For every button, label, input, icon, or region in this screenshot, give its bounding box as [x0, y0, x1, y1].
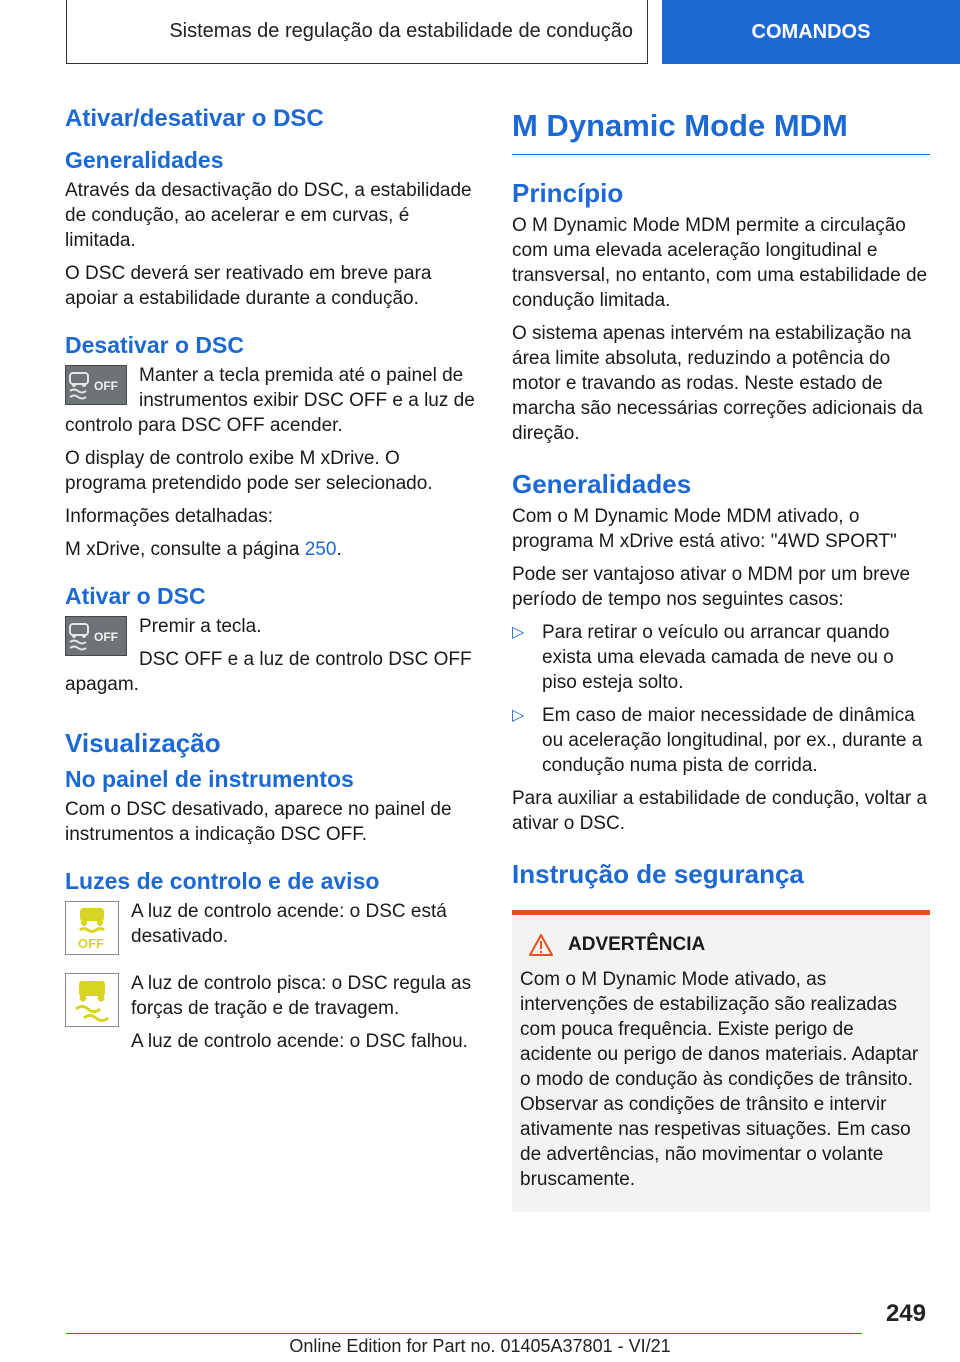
page-reference-link[interactable]: 250 — [304, 539, 337, 560]
dsc-active-lamp-icon — [65, 973, 119, 1027]
deactivate-p2: O display de controlo exibe M xDrive. O programa pretendido pode ser selecionado. — [65, 448, 433, 494]
light1-block — [65, 899, 480, 961]
list-item: ▷ Em caso de maior necessidade de dinâmica ou aceleração longitudinal, por ex., durante a condução numa pista de corrida. — [512, 705, 923, 776]
mdm-general-p1: Com o M Dynamic Mode MDM ativado, o programa M xDrive está ativo: "4WD SPORT" — [512, 506, 897, 552]
footer-edition: Online Edition for Part no. 01405A37801 - VI/21 — [289, 1336, 671, 1356]
display-heading: Visualização — [65, 728, 221, 758]
mdm-general-heading: Generalidades — [512, 469, 692, 499]
deactivate-p3: Informações detalhadas: — [65, 506, 274, 527]
general-p1: Através da desactivação do DSC, a estabilidade de condução, ao acelerar e em curvas, é limitada. — [65, 180, 472, 251]
left-column — [65, 96, 480, 1062]
right-column — [512, 96, 930, 1212]
activate-p2: DSC OFF e a luz de controlo DSC OFF apagam. — [65, 649, 472, 695]
light2-text1: A luz de controlo pisca: o DSC regula as forças de tração e de travagem. — [131, 973, 472, 1019]
footer-divider — [66, 1333, 862, 1334]
lights-heading: Luzes de controlo e de aviso — [65, 868, 380, 894]
general-heading: Generalidades — [65, 147, 224, 173]
mdm-cases-list — [512, 620, 930, 778]
list-item: ▷ Para retirar o veículo ou arrancar quando exista uma elevada camada de neve ou o piso esteja solto. — [512, 622, 894, 693]
dsc-off-button-icon-2 — [65, 616, 127, 656]
instruments-heading: No painel de instrumentos — [65, 766, 354, 792]
page-number: 249 — [885, 1300, 926, 1327]
instruments-text: Com o DSC desativado, aparece no painel de instrumentos a indicação DSC OFF. — [65, 799, 452, 845]
header-chapter-tab[interactable] — [662, 0, 960, 64]
light2-text2: A luz de controlo acende: o DSC falhou. — [131, 1031, 468, 1052]
mdm-general-p2: Pode ser vantajoso ativar o MDM por um breve período de tempo nos seguintes casos: — [512, 564, 911, 610]
dsc-off-button-icon — [65, 365, 127, 405]
dsc-toggle-title: Ativar/desativar o DSC — [65, 105, 324, 132]
warning-triangle-icon — [528, 933, 554, 957]
light1-text: A luz de controlo acende: o DSC está desativado. — [131, 901, 447, 947]
chapter-label: COMANDOS — [751, 20, 871, 43]
svg-text:OFF: OFF — [78, 936, 104, 951]
dsc-off-lamp-icon — [65, 901, 119, 955]
activate-heading: Ativar o DSC — [65, 583, 206, 609]
warning-title: ADVERTÊNCIA — [528, 933, 922, 957]
deactivate-block — [65, 363, 480, 446]
svg-text:OFF: OFF — [94, 379, 118, 393]
deactivate-heading: Desativar o DSC — [65, 332, 244, 358]
light2-block — [65, 971, 480, 1062]
bullet-triangle-icon: ▷ — [512, 624, 525, 641]
activate-p1: Premir a tecla. — [139, 616, 262, 637]
deactivate-p1: Manter a tecla premida até o painel de instrumentos exibir DSC OFF e a luz de controlo para DSC OFF acender. — [65, 365, 475, 436]
warning-box — [512, 910, 930, 1212]
header-section-title — [66, 0, 648, 64]
principle-heading: Princípio — [512, 178, 624, 208]
svg-text:OFF: OFF — [94, 630, 118, 644]
general-p2: O DSC deverá ser reativado em breve para apoiar a estabilidade durante a condução. — [65, 263, 432, 309]
warning-text: Com o M Dynamic Mode ativado, as intervenções de estabilização são realizadas com pouca frequência. Existe perigo de acidente ou perigo de danos materiais. Adaptar o modo de condução às condições de trânsito. Observar as condições de trânsito e intervir ativamente nas respetivas situações. Em caso de advertências, não movimentar o volante bruscamente. — [520, 969, 919, 1190]
mdm-general-p3: Para auxiliar a estabilidade de condução, voltar a ativar o DSC. — [512, 788, 928, 834]
mdm-title: M Dynamic Mode MDM — [512, 106, 930, 155]
principle-p2: O sistema apenas intervém na estabilização na área limite absoluta, reduzindo a potência do motor e travando as rodas. Neste estado de marcha são necessárias correções adicionais da direção. — [512, 323, 923, 444]
principle-p1: O M Dynamic Mode MDM permite a circulação com uma elevada aceleração longitudinal e transversal, no entanto, com uma estabilidade de condução limitada. — [512, 215, 928, 311]
deactivate-p4: M xDrive, consulte a página 250. — [65, 539, 342, 560]
section-title: Sistemas de regulação da estabilidade de condução — [169, 20, 633, 42]
bullet-triangle-icon: ▷ — [512, 707, 525, 724]
activate-block — [65, 614, 480, 705]
safety-heading: Instrução de segurança — [512, 859, 804, 889]
